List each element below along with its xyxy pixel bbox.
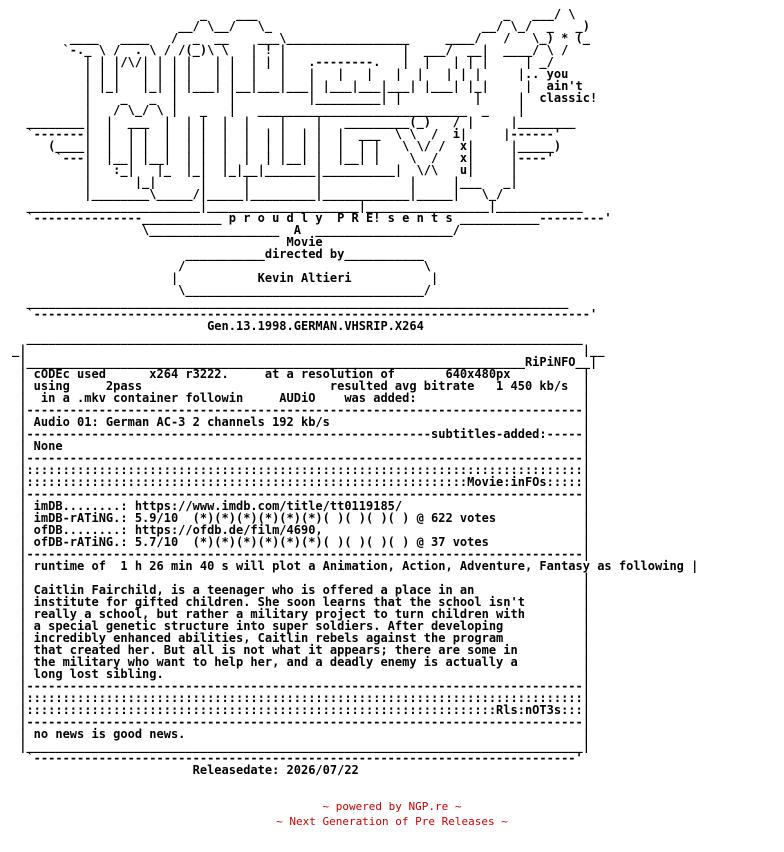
tagline-footer xyxy=(0,815,784,828)
powered-by-link[interactable]: ~ powered by NGP.re ~ xyxy=(322,800,462,813)
powered-by-footer xyxy=(0,800,784,813)
nfo-text: _ ___ _ ___/ \ __/ \__/ \_ __/ \_/ _ _) ____ ____ / _ __ ___\_________________ ____/ / \_) * (_ `-._ \ / . \ / /(_)\ \ | ! | | ___/ __| ____/ \ / | | |/\/| | | | | | | | | .--------. | | | | | | _/ | | | | | | | | | | | | | | | | | | | |.. you | |_| |_| | |___| |__|___|___| |___|___|___| |___| |_| | ain't | _ _ | | |_________| | | | classic! | / \_/ \ | _ | _____________________________ _ | ________| | ___ | | | | | | | _________(_) / | |________ `-------| | | | | | | | | | | | | | ___ \ \ / i| |------' (____| | | | | | | | | | | | | | | | \ \/ / x| |_____) `---| |__| |__| | | | | | |__| | |__| | \ / x| |----' | :_| |_ |_| |_|__|_______|__________| \/\ u| | | |_| | | | | |___ _| |________\_____/|_____|_________|____________|_____| \_/ ________________________|_____________________|_________________|____________ `---------------___________ p r o u d l y P R E! s e n t s ___________---------' \__________________ A ___________________/ Movie ___________directed by___________ / \ | Kevin Altieri | \_________________________________/ ___________________________________________________________________________ `-----------------------------------------------------------------------------' Gen.13.1998.GERMAN.VHSRIP.X264 _____________________________________________________________________________ _| |__ |_____________________________________________________________________RiPiNFO__| | cODEc used x264 r3222. at a resolution of 640x480px | | using 2pass resulted avg bitrate 1 450 kb/s | | in a .mkv container followin AUDiO was added: | |-----------------------------------------------------------------------------| | Audio 01: German AC-3 2 channels 192 kb/s | |--------------------------------------------------------subtitles-added:-----| | None | |-----------------------------------------------------------------------------| |:::::::::::::::::::::::::::::::::::::::::::::::::::::::::::::::::::::::::::::| |:::::::::::::::::::::::::::::::::::::::::::::::::::::::::::::Movie:inFOs:::::| |-----------------------------------------------------------------------------| | imDB........: https://www.imdb.com/title/tt0119185/ | | imDB-rATiNG.: 5.9/10 (*)(*)(*)(*)(*)(*)( )( )( )( ) @ 622 votes | | ofDB........: https://ofdb.de/film/4690, | | ofDB-rATiNG.: 5.7/10 (*)(*)(*)(*)(*)(*)( )( )( )( ) @ 37 votes | |-----------------------------------------------------------------------------| | runtime of 1 h 26 min 40 s will plot a Animation, Action, Adventure, Fantasy as following | | | | Caitlin Fairchild, is a teenager who is offered a place in an | | institute for gifted children. She soon learns that the school isn't | | really a school, but rather a military project to turn children with | | a special genetic structure into super soldiers. After developing | | incredibly enhanced abilities, Caitlin rebels against the program | | that created her. But all is not what it appears; there are some in | | the military who want to help her, and a deadly enemy is actually a | | long lost sibling. | |-----------------------------------------------------------------------------| |:::::::::::::::::::::::::::::::::::::::::::::::::::::::::::::::::::::::::::::| |:::::::::::::::::::::::::::::::::::::::::::::::::::::::::::::::::Rls:nOT3s:::| |-----------------------------------------------------------------------------| | no news is good news. | |_____________________________________________________________________________| `---------------------------------------------------------------------------' Releasedate: 2026/07/22 xyxy=(12,7,699,777)
tagline-link[interactable]: ~ Next Generation of Pre Releases ~ xyxy=(276,815,508,828)
